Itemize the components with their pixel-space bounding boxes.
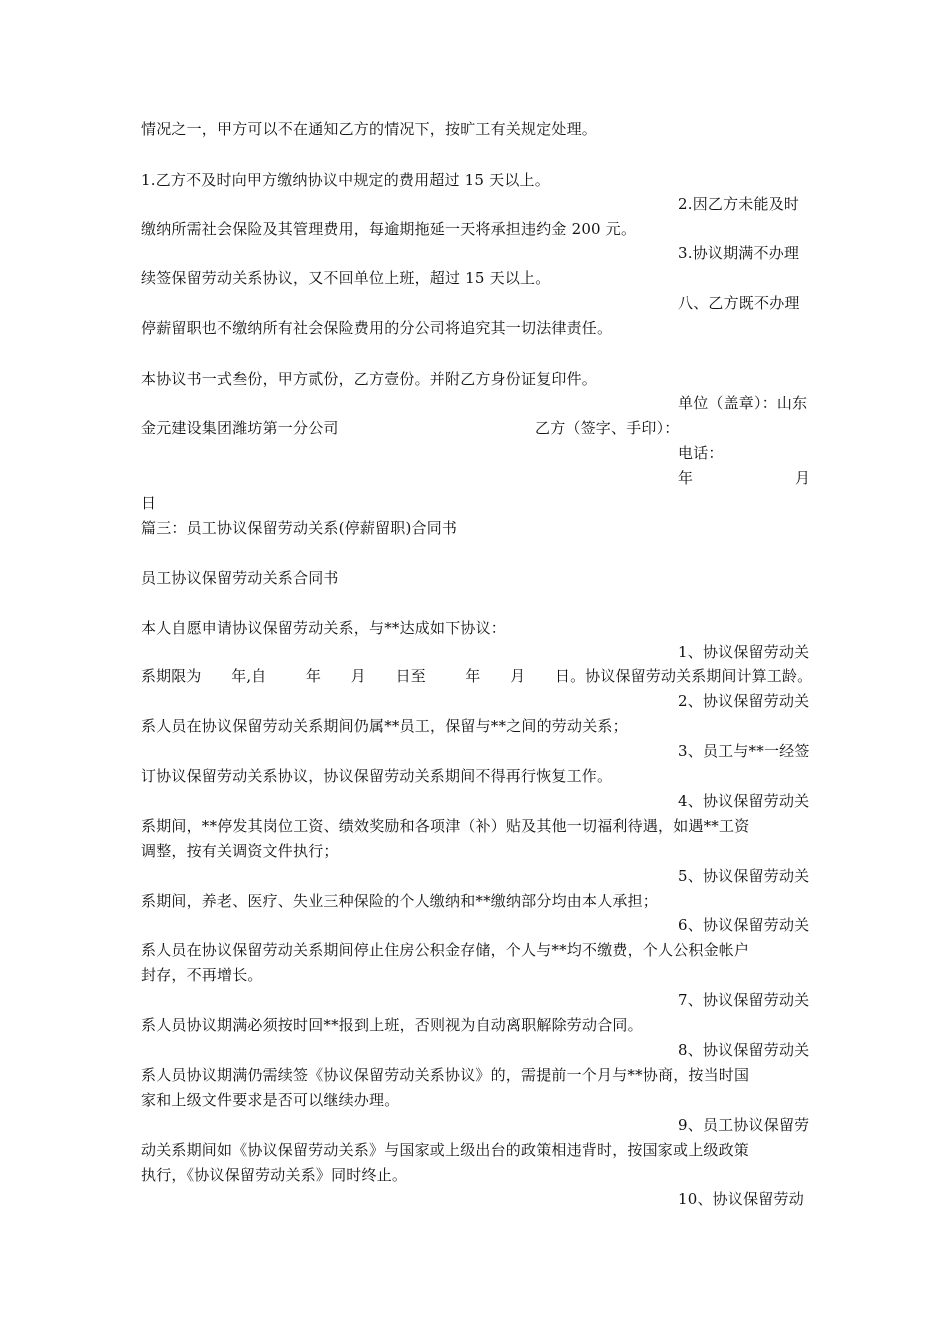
company-name: 金元建设集团潍坊第一分公司 <box>141 419 339 437</box>
text-line: 单位（盖章）：山东 <box>678 394 808 412</box>
date-month-label: 月 <box>795 469 811 487</box>
text-line: 停薪留职也不缴纳所有社会保险费用的分公司将追究其一切法律责任。 <box>141 319 613 337</box>
text-line: 调整，按有关调资文件执行； <box>141 842 339 860</box>
text-line: 4、协议保留劳动关 <box>678 792 810 810</box>
text-line: 执行，《协议保留劳动关系》同时终止。 <box>141 1166 408 1184</box>
text-line: 3、员工与**一经签 <box>678 742 810 760</box>
text-line: 2.因乙方未能及时 <box>678 195 800 213</box>
text-line: 本协议书一式叁份，甲方贰份，乙方壹份。并附乙方身份证复印件。 <box>141 370 598 388</box>
text-line: 8、协议保留劳动关 <box>678 1041 810 1059</box>
text-line: 情况之一，甲方可以不在通知乙方的情况下，按旷工有关规定处理。 <box>141 120 598 138</box>
text-line: 订协议保留劳动关系协议，协议保留劳动关系期间不得再行恢复工作。 <box>141 767 613 785</box>
section-title: 篇三：员工协议保留劳动关系(停薪留职)合同书 <box>141 519 458 537</box>
text-line: 3.协议期满不办理 <box>678 244 800 262</box>
date-year-label: 年 <box>678 469 694 487</box>
text-line: 八、乙方既不办理 <box>678 294 800 312</box>
text-line: 5、协议保留劳动关 <box>678 867 810 885</box>
text-line: 9、员工协议保留劳 <box>678 1116 810 1134</box>
contract-title: 员工协议保留劳动关系合同书 <box>141 569 339 587</box>
text-line: 动关系期间如《协议保留劳动关系》与国家或上级出台的政策相违背时，按国家或上级政策 <box>141 1141 750 1159</box>
text-line: 系人员在协议保留劳动关系期间仍属**员工，保留与**之间的劳动关系； <box>141 717 628 735</box>
text-line: 系人员协议期满必须按时回**报到上班，否则视为自动离职解除劳动合同。 <box>141 1016 643 1034</box>
text-line: 系期限为 年,自 年 月 日至 年 月 日。协议保留劳动关系期间计算工龄。 <box>141 667 813 685</box>
date-day-label: 日 <box>141 494 157 512</box>
text-line: 系人员协议期满仍需续签《协议保留劳动关系协议》的，需提前一个月与**协商，按当时国 <box>141 1066 750 1084</box>
text-line: 系期间，**停发其岗位工资、绩效奖励和各项津（补）贴及其他一切福利待遇，如遇**工资 <box>141 817 750 835</box>
text-line: 7、协议保留劳动关 <box>678 991 810 1009</box>
text-line: 2、协议保留劳动关 <box>678 692 810 710</box>
party-b-signature: 乙方（签字、手印）： <box>535 419 680 437</box>
text-line: 6、协议保留劳动关 <box>678 916 810 934</box>
text-line: 封存，不再增长。 <box>141 966 263 984</box>
text-line: 续签保留劳动关系协议，又不回单位上班，超过 15 天以上。 <box>141 269 551 287</box>
phone-label: 电话： <box>678 444 724 462</box>
text-line: 10、协议保留劳动 <box>678 1190 804 1208</box>
text-line: 系期间，养老、医疗、失业三种保险的个人缴纳和**缴纳部分均由本人承担； <box>141 892 659 910</box>
text-line: 1.乙方不及时向甲方缴纳协议中规定的费用超过 15 天以上。 <box>141 171 550 189</box>
text-line: 本人自愿申请协议保留劳动关系，与**达成如下协议： <box>141 619 507 637</box>
text-line: 系人员在协议保留劳动关系期间停止住房公积金存储，个人与**均不缴费，个人公积金帐户 <box>141 941 750 959</box>
text-line: 缴纳所需社会保险及其管理费用，每逾期拖延一天将承担违约金 200 元。 <box>141 220 637 238</box>
text-line: 1、协议保留劳动关 <box>678 643 810 661</box>
text-line: 家和上级文件要求是否可以继续办理。 <box>141 1091 400 1109</box>
